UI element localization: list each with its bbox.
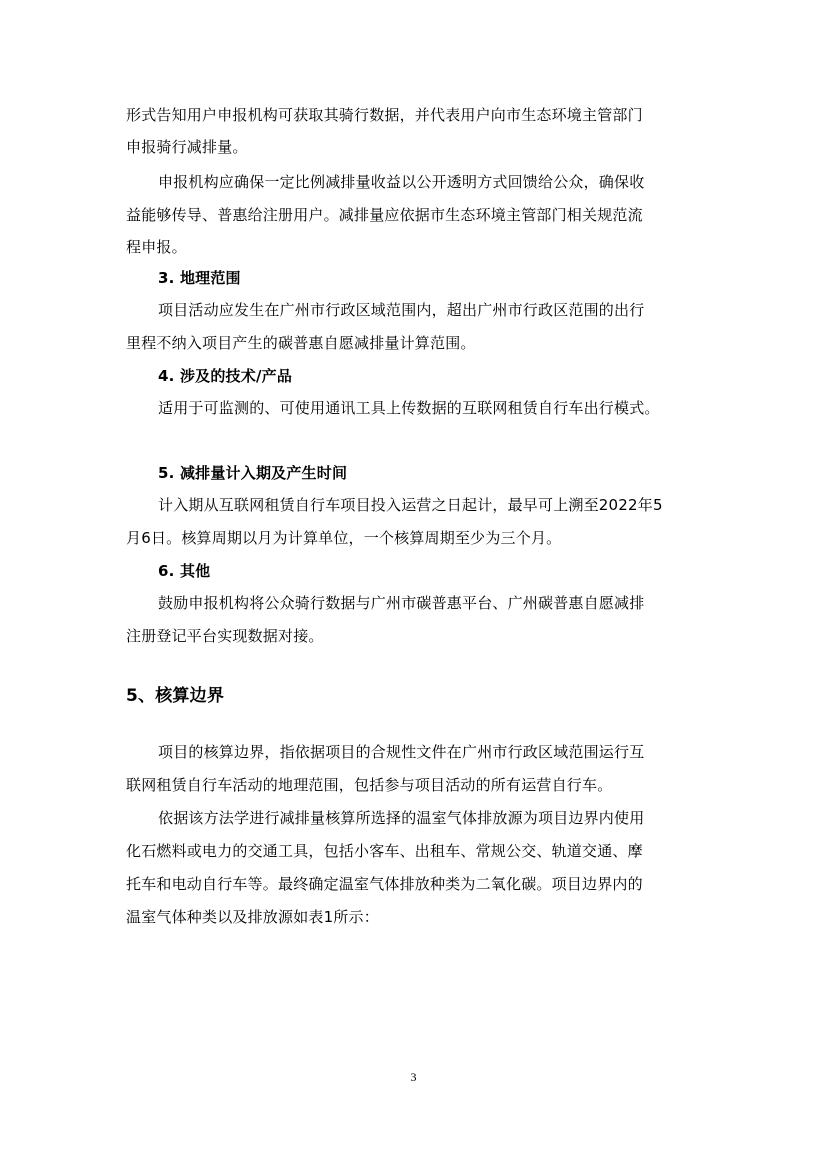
paragraph-line: 形式告知用户申报机构可获取其骑行数据，并代表用户向市生态环境主管部门 bbox=[126, 106, 643, 124]
section-heading-geographic-scope: 3. 地理范围 bbox=[158, 269, 241, 287]
paragraph-line: 项目活动应发生在广州市行政区域范围内，超出广州市行政区范围的出行 bbox=[158, 301, 645, 319]
section-heading-technology: 4. 涉及的技术/产品 bbox=[158, 367, 293, 385]
paragraph-line: 月6日。核算周期以月为计算单位，一个核算周期至少为三个月。 bbox=[126, 529, 562, 547]
paragraph-line: 项目的核算边界，指依据项目的合规性文件在广州市行政区域范围运行互 bbox=[158, 743, 645, 761]
paragraph-line: 里程不纳入项目产生的碳普惠自愿减排量计算范围。 bbox=[126, 334, 476, 352]
paragraph-line: 申报骑行减排量。 bbox=[126, 138, 248, 156]
page-number: 3 bbox=[410, 1070, 417, 1084]
paragraph-line: 温室气体种类以及排放源如表1所示： bbox=[126, 908, 379, 926]
paragraph-line: 程申报。 bbox=[126, 238, 187, 256]
paragraph-line: 化石燃料或电力的交通工具，包括小客车、出租车、常规公交、轨道交通、摩 bbox=[126, 842, 643, 860]
chapter-heading-accounting-boundary: 5、核算边界 bbox=[126, 686, 225, 706]
section-heading-other: 6. 其他 bbox=[158, 562, 211, 580]
paragraph-line: 益能够传导、普惠给注册用户。减排量应依据市生态环境主管部门相关规范流 bbox=[126, 206, 643, 224]
section-heading-crediting-period: 5. 减排量计入期及产生时间 bbox=[158, 464, 348, 482]
paragraph-line: 注册登记平台实现数据对接。 bbox=[126, 627, 324, 645]
paragraph-line: 适用于可监测的、可使用通讯工具上传数据的互联网租赁自行车出行模式。 bbox=[158, 399, 660, 417]
paragraph-line: 依据该方法学进行减排量核算所选择的温室气体排放源为项目边界内使用 bbox=[158, 809, 645, 827]
paragraph-line: 计入期从互联网租赁自行车项目投入运营之日起计，最早可上溯至2022年5 bbox=[158, 496, 663, 514]
paragraph-line: 鼓励申报机构将公众骑行数据与广州市碳普惠平台、广州碳普惠自愿减排 bbox=[158, 594, 645, 612]
paragraph-line: 申报机构应确保一定比例减排量收益以公开透明方式回馈给公众，确保收 bbox=[158, 173, 645, 191]
paragraph-line: 联网租赁自行车活动的地理范围，包括参与项目活动的所有运营自行车。 bbox=[126, 776, 613, 794]
paragraph-line: 托车和电动自行车等。最终确定温室气体排放种类为二氧化碳。项目边界内的 bbox=[126, 875, 643, 893]
